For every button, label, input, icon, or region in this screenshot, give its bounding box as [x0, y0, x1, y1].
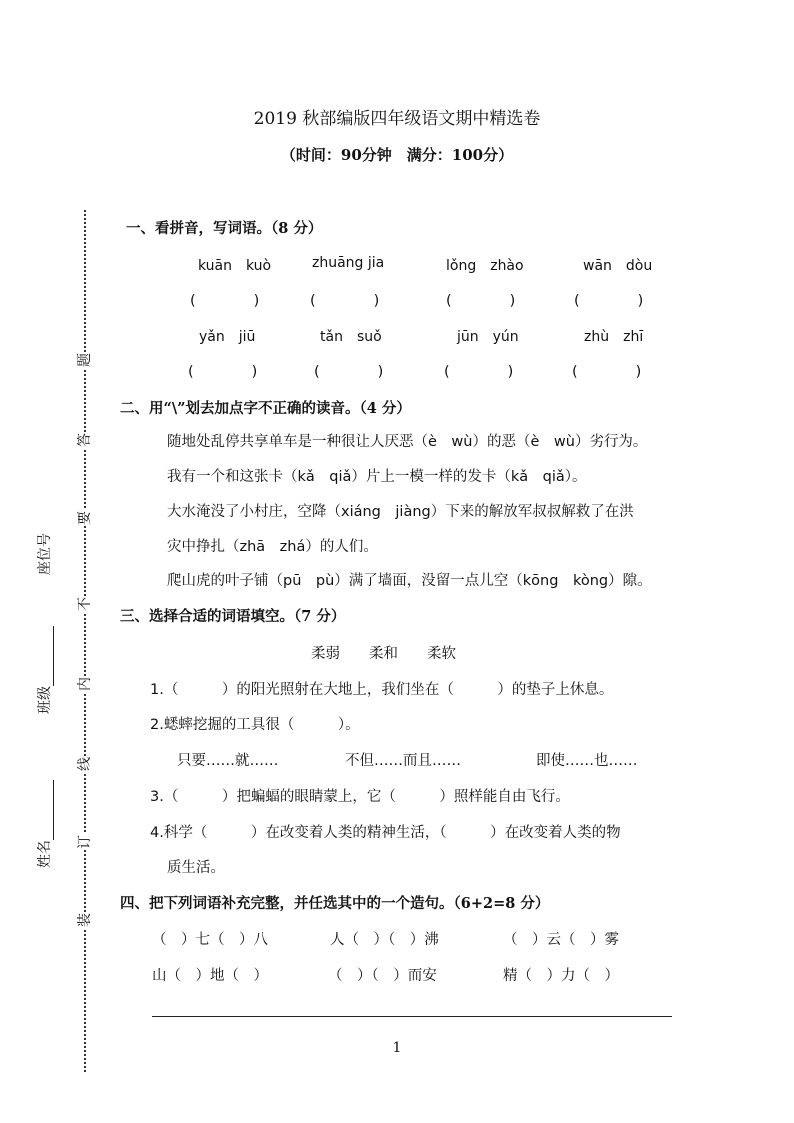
section-3-heading: 三、选择合适的词语填空。（7 分）: [120, 608, 346, 625]
answer-blank[interactable]: ( ): [444, 364, 514, 380]
binding-mark: 线: [77, 757, 93, 771]
answer-blank[interactable]: ( ): [572, 364, 642, 380]
pinyin: yǎn jiū: [199, 329, 256, 345]
seat-label: 座位号: [37, 533, 53, 575]
section-2-heading: 二、用“\”划去加点字不正确的读音。（4 分）: [120, 400, 411, 417]
binding-mark: 要: [77, 511, 93, 525]
idiom-item: （ ）七（ ）八: [152, 932, 268, 948]
name-field: [34, 780, 54, 868]
question-line: 爬山虎的叶子铺（pū pù）满了墙面，没留一点儿空（kōng kòng）隙。: [167, 573, 652, 589]
question-line: 灾中挣扎（zhā zhá）的人们。: [167, 539, 378, 555]
question-line: 大水淹没了小村庄，空降（xiáng jiàng）下来的解放军叔叔解救了在洪: [167, 504, 634, 520]
idiom-item: 人（ ）（ ）沸: [330, 932, 439, 948]
question-4: 4.科学（ ）在改变着人类的精神生活，（ ）在改变着人类的物: [150, 825, 621, 841]
binding-mark: 题: [77, 353, 93, 367]
binding-mark: 不: [77, 597, 93, 611]
answer-blank[interactable]: ( ): [190, 293, 260, 309]
question-4-continued: 质生活。: [167, 860, 225, 876]
footer-rule: [152, 1016, 672, 1017]
idiom-item: （ ）（ ）而安: [328, 968, 437, 984]
page-number: 1: [392, 1040, 402, 1056]
section-1-heading: 一、看拼音，写词语。（8 分）: [126, 220, 323, 237]
section-4-heading: 四、把下列词语补充完整，并任选其中的一个造句。（6+2=8 分）: [120, 895, 550, 912]
binding-mark: 内: [77, 677, 93, 691]
conjunction-option: 不但……而且……: [345, 753, 461, 769]
page-title: 2019 秋部编版四年级语文期中精选卷: [253, 109, 541, 129]
answer-blank[interactable]: ( ): [446, 293, 516, 309]
pinyin: tǎn suǒ: [320, 329, 382, 345]
idiom-item: 山（ ）地（ ）: [152, 968, 268, 984]
class-label: 班级: [37, 686, 53, 714]
answer-blank[interactable]: ( ): [574, 293, 644, 309]
idiom-item: （ ）云（ ）雾: [503, 932, 619, 948]
question-line: 随地处乱停共享单车是一种很让人厌恶（è wù）的恶（è wù）劣行为。: [167, 434, 648, 450]
binding-mark: 装: [77, 913, 93, 927]
question-1: 1.（ ）的阳光照射在大地上，我们坐在（ ）的垫子上休息。: [150, 682, 614, 698]
pinyin: wān dòu: [583, 258, 653, 274]
name-blank[interactable]: [39, 780, 54, 840]
answer-blank[interactable]: ( ): [188, 364, 258, 380]
binding-dotted-line: [84, 210, 86, 1072]
pinyin: jūn yún: [457, 329, 519, 345]
name-label: 姓名: [37, 840, 53, 868]
question-3: 3.（ ）把蝙蝠的眼睛蒙上，它（ ）照样能自由飞行。: [150, 789, 570, 805]
class-blank[interactable]: [39, 626, 54, 686]
question-line: 我有一个和这张卡（kǎ qiǎ）片上一模一样的发卡（kǎ qiǎ）。: [167, 469, 587, 485]
question-2: 2.蟋蟀挖掘的工具很（ ）。: [150, 717, 360, 733]
binding-mark: 答: [77, 433, 93, 447]
answer-blank[interactable]: ( ): [310, 293, 380, 309]
word-options: 柔弱 柔和 柔软: [311, 646, 456, 662]
pinyin: kuān kuò: [198, 258, 272, 274]
idiom-item: 精（ ）力（ ）: [503, 968, 619, 984]
pinyin: lǒng zhào: [446, 258, 524, 274]
conjunction-option: 只要……就……: [177, 753, 279, 769]
class-field: [34, 626, 54, 714]
binding-mark: 订: [77, 835, 93, 849]
pinyin: zhuāng jia: [312, 255, 385, 271]
answer-blank[interactable]: ( ): [314, 364, 384, 380]
pinyin: zhù zhī: [584, 329, 644, 345]
page-subtitle: （时间：90分钟 满分：100分）: [280, 146, 514, 164]
conjunction-option: 即使……也……: [536, 753, 638, 769]
seat-number-field: [34, 533, 54, 575]
